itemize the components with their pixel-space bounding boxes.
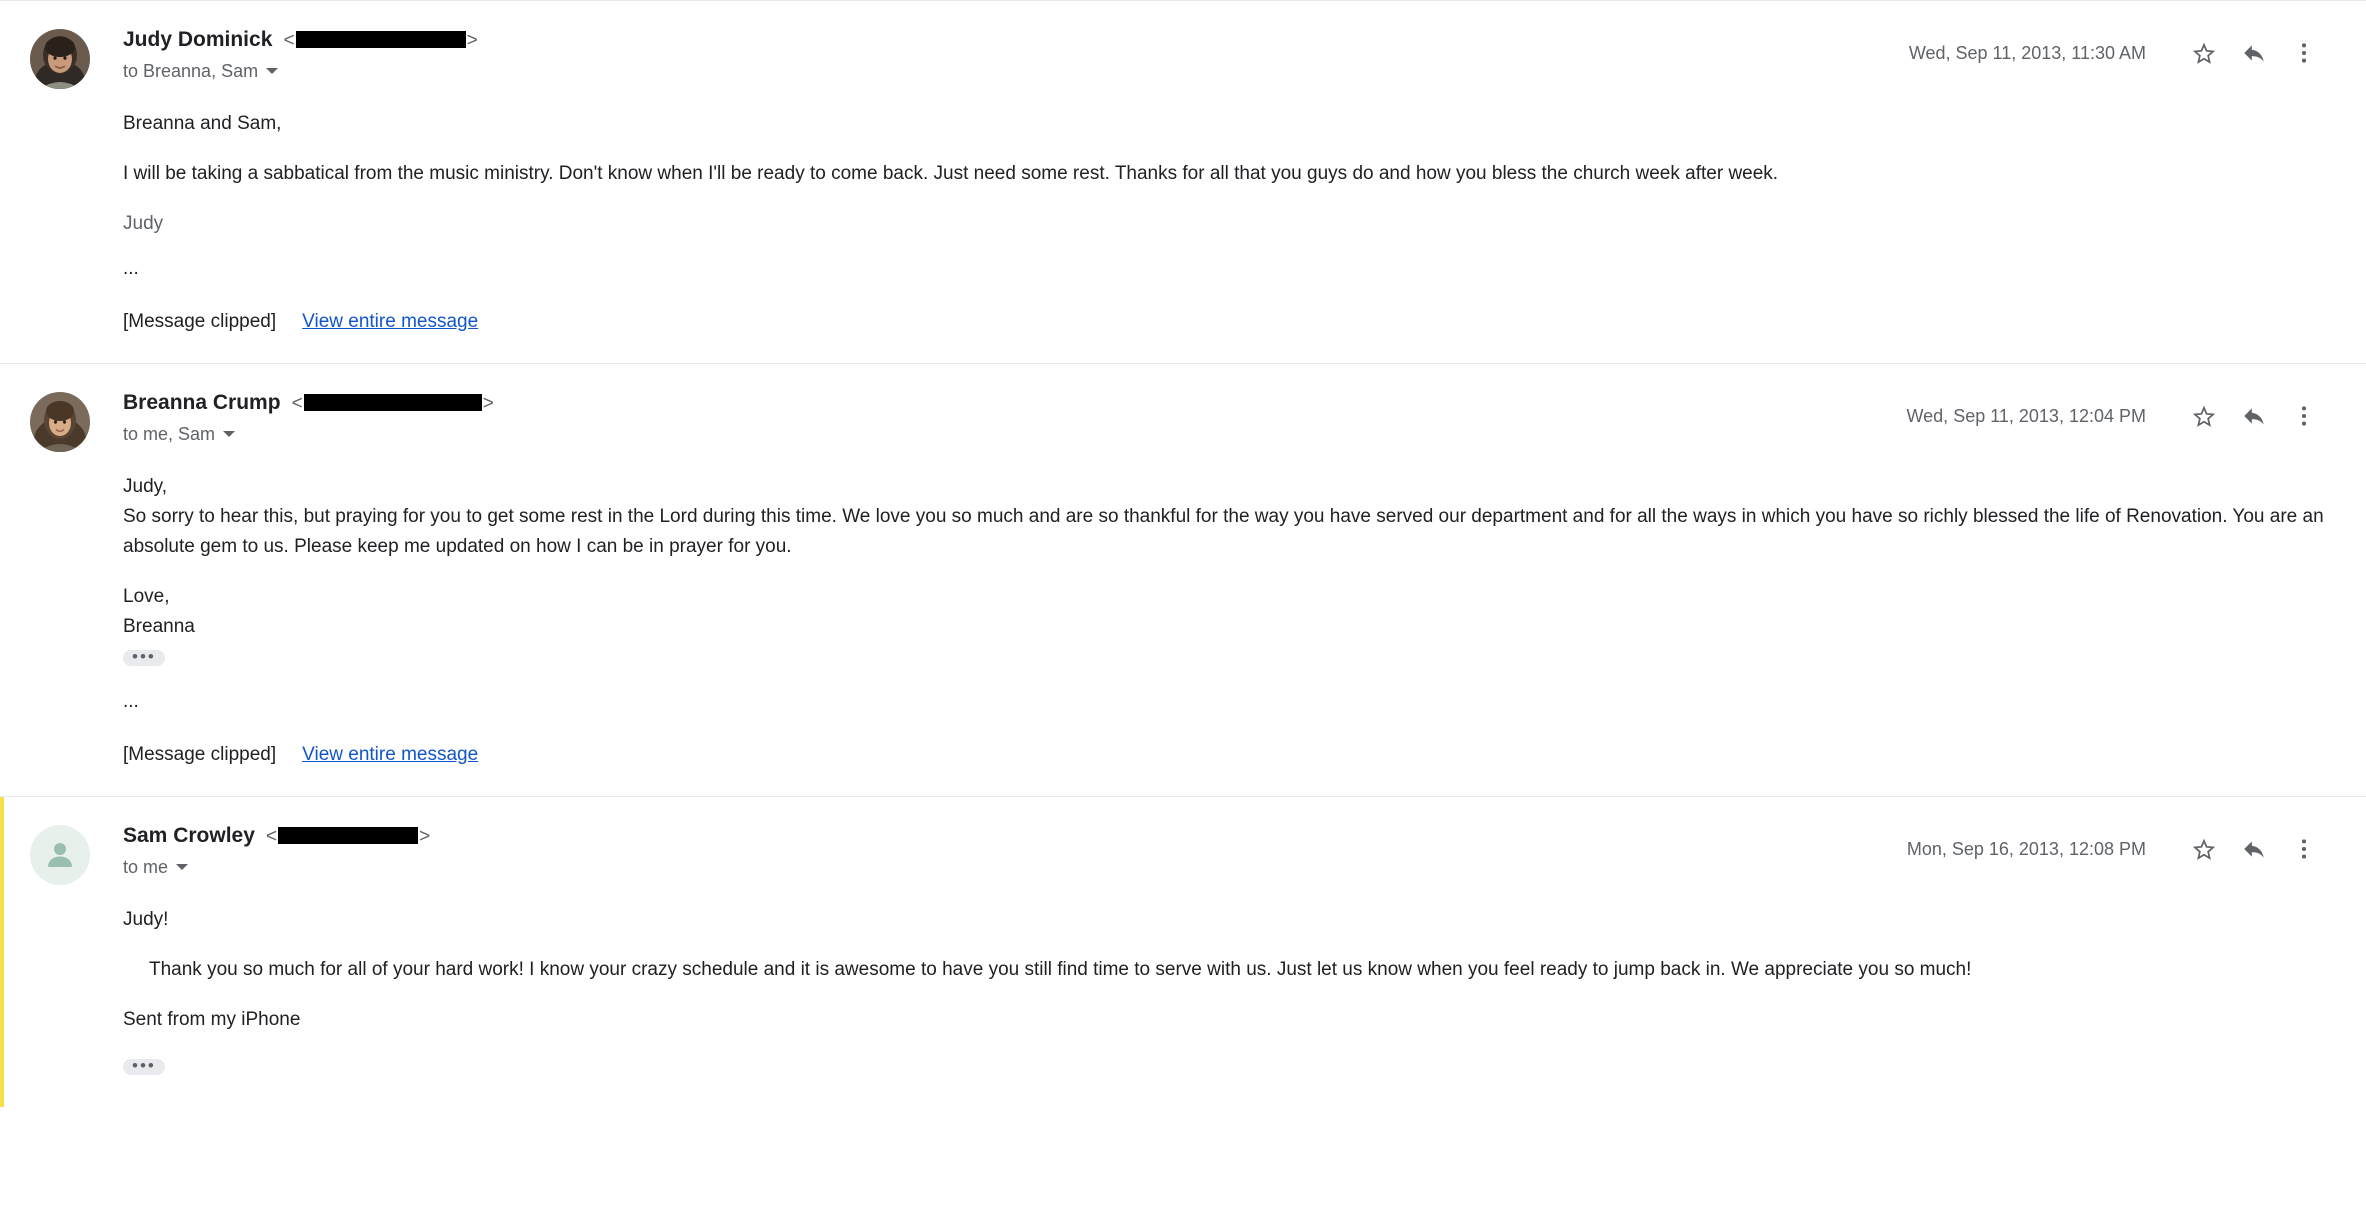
- sender-name: Sam Crowley: [123, 824, 255, 847]
- avatar[interactable]: [30, 825, 90, 885]
- reply-icon[interactable]: [2232, 827, 2276, 871]
- expand-quoted-text-button[interactable]: •••: [123, 650, 165, 666]
- sender-line: [123, 27, 1986, 54]
- signature-line: Judy: [123, 213, 164, 234]
- expand-quoted-text-row: [123, 642, 2326, 672]
- redacted-email: [278, 827, 418, 844]
- message-item[interactable]: [0, 796, 2366, 1107]
- message-header: [123, 390, 2326, 450]
- star-icon[interactable]: [2182, 31, 2226, 75]
- message-clipped-label: [Message clipped]: [123, 311, 277, 332]
- email-close-angle: >: [482, 393, 494, 414]
- view-entire-message-link[interactable]: View entire message: [302, 744, 479, 765]
- recipients-line[interactable]: [123, 423, 1986, 445]
- message-header: [123, 27, 2326, 87]
- star-icon[interactable]: [2182, 827, 2226, 871]
- timestamp: Wed, Sep 11, 2013, 11:30 AM: [1908, 42, 2146, 63]
- chevron-down-icon[interactable]: [223, 431, 235, 437]
- recipients-label: to Breanna, Sam: [123, 61, 259, 81]
- sender-name: Judy Dominick: [123, 28, 273, 51]
- reply-icon[interactable]: [2232, 394, 2276, 438]
- body-signature: Sent from my iPhone: [123, 1009, 301, 1030]
- sender-line: [123, 823, 1986, 850]
- view-entire-message-link[interactable]: View entire message: [302, 311, 479, 332]
- body-paragraph: I will be taking a sabbatical from the music ministry. Don't know when I'll be ready to come back. Just need some rest. Thanks for all that you guys do and how you bless the church week after week.: [123, 163, 1779, 184]
- timestamp: Wed, Sep 11, 2013, 12:04 PM: [1906, 405, 2146, 426]
- body-paragraph: Judy!: [123, 909, 169, 930]
- avatar[interactable]: [30, 29, 90, 89]
- person-placeholder-icon: [30, 825, 90, 885]
- chevron-down-icon[interactable]: [266, 68, 278, 74]
- body-paragraph: Thank you so much for all of your hard work! I know your crazy schedule and it is awesome to have you still find time to serve with us. Just let us know when you feel ready to jump back in. We appreciate you so much!: [149, 959, 1972, 980]
- message-meta: [1907, 394, 2327, 438]
- reply-icon[interactable]: [2232, 31, 2276, 75]
- avatar[interactable]: [30, 392, 90, 452]
- sender-line: [123, 390, 1986, 417]
- body-paragraph: Judy,: [123, 476, 168, 497]
- email-close-angle: >: [419, 826, 431, 847]
- timestamp: Mon, Sep 16, 2013, 12:08 PM: [1906, 838, 2146, 859]
- body-paragraph: So sorry to hear this, but praying for you to get some rest in the Lord during this time. We love you so much and are so thankful for the way you have served our department and for all the ways in which you have so richly blessed the life of Renovation. You are an absolute gem to us. Please keep me updated on how I can be in prayer for you.: [123, 506, 2324, 557]
- message-item[interactable]: [0, 0, 2366, 363]
- message-body: [123, 472, 2326, 770]
- message-clipped-label: [Message clipped]: [123, 744, 277, 765]
- body-paragraph: Love,: [123, 586, 170, 607]
- redacted-email: [296, 31, 466, 48]
- trimmed-content-dots: ...: [123, 691, 139, 712]
- more-vertical-icon[interactable]: [2282, 827, 2326, 871]
- recipients-label: to me: [123, 857, 169, 877]
- message-header: [123, 823, 2326, 883]
- more-vertical-icon[interactable]: [2282, 31, 2326, 75]
- message-clipped-row: [123, 740, 2326, 770]
- recipients-label: to me, Sam: [123, 424, 216, 444]
- avatar-photo-breanna: [30, 392, 90, 452]
- email-close-angle: >: [466, 30, 478, 51]
- chevron-down-icon[interactable]: [176, 864, 188, 870]
- email-open-angle: <: [286, 393, 303, 414]
- expand-quoted-text-row: [123, 1051, 2326, 1081]
- message-meta: [1907, 827, 2326, 871]
- email-open-angle: <: [260, 826, 278, 847]
- email-open-angle: <: [278, 30, 295, 51]
- trimmed-content-dots: ...: [123, 258, 139, 279]
- avatar-photo-judy: [30, 29, 90, 89]
- body-paragraph: Breanna and Sam,: [123, 113, 282, 134]
- recipients-line[interactable]: [123, 856, 1986, 878]
- more-vertical-icon[interactable]: [2282, 394, 2326, 438]
- sender-name: Breanna Crump: [123, 391, 281, 414]
- expand-quoted-text-button[interactable]: •••: [123, 1059, 165, 1075]
- star-icon[interactable]: [2182, 394, 2226, 438]
- message-body: [123, 905, 2326, 1081]
- message-body: [123, 109, 2326, 337]
- message-meta: [1909, 31, 2326, 75]
- body-paragraph: Breanna: [123, 616, 195, 637]
- recipients-line[interactable]: [123, 60, 1986, 82]
- message-item[interactable]: [0, 363, 2366, 796]
- redacted-email: [304, 394, 482, 411]
- message-clipped-row: [123, 307, 2326, 337]
